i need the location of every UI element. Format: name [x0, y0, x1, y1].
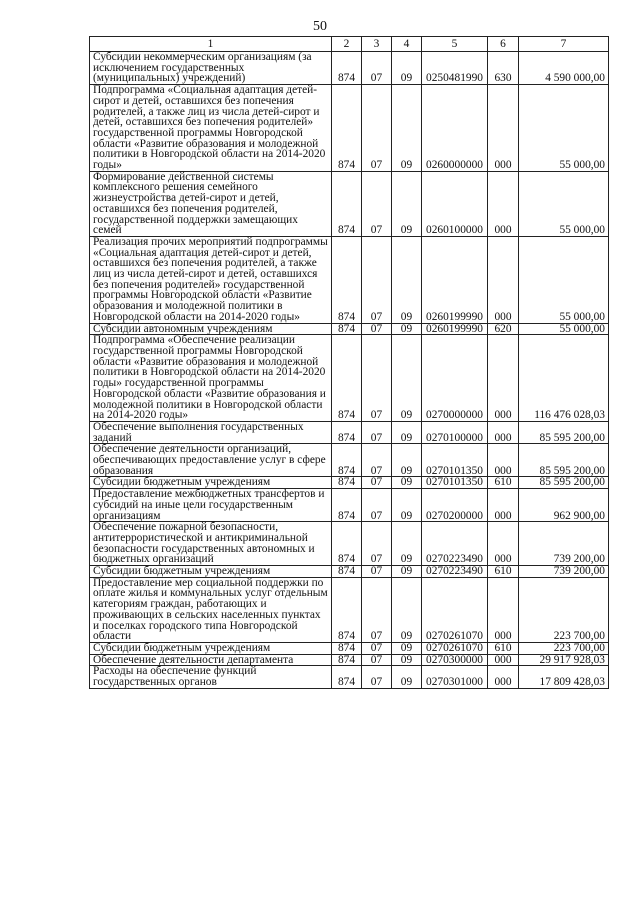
- row-code-expense: 000: [488, 421, 519, 443]
- row-code-target: 0270223490: [422, 566, 488, 578]
- row-name: Субсидии некоммерческим организациям (за исключением государственных (муниципальных) учреждений): [90, 52, 332, 85]
- row-code-expense: 610: [488, 566, 519, 578]
- row-code-subsection: 09: [392, 421, 422, 443]
- row-code-target: 0260100000: [422, 171, 488, 236]
- row-code-target: 0250481990: [422, 52, 488, 85]
- row-name: Субсидии бюджетным учреждениям: [90, 566, 332, 578]
- row-amount: 739 200,00: [519, 522, 609, 566]
- row-name: Обеспечение пожарной безопасности, антитеррористической и антикриминальной безопасности государственных автономных и бюджетных организаций: [90, 522, 332, 566]
- row-amount: 223 700,00: [519, 577, 609, 642]
- row-code-target: 0260199990: [422, 323, 488, 335]
- table-row: [90, 489, 609, 522]
- row-name: Формирование действенной системы комплексного решения семейного жизнеустройства детей-сирот и детей, оставшихся без попечения родителей, государственной поддержки замещающих семей: [90, 171, 332, 236]
- row-amount: 85 595 200,00: [519, 421, 609, 443]
- row-code-expense: 000: [488, 522, 519, 566]
- row-code-subsection: 09: [392, 236, 422, 323]
- row-code-section: 07: [362, 577, 392, 642]
- table-row: [90, 335, 609, 422]
- row-amount: 4 590 000,00: [519, 52, 609, 85]
- row-code-ministry: 874: [332, 666, 362, 688]
- col-header-3: 3: [362, 37, 392, 52]
- row-code-subsection: 09: [392, 85, 422, 172]
- table-row: [90, 477, 609, 489]
- row-code-ministry: 874: [332, 577, 362, 642]
- row-name: Подпрограмма «Социальная адаптация детей-сирот и детей, оставшихся без попечения родителей, а также лиц из числа детей-сирот и детей, оставшихся без попечения родителей» государственной программы Новгородской области «Развитие образования и молодежной политики в Новгородской области на 2014-2020 годы»: [90, 85, 332, 172]
- row-amount: 85 595 200,00: [519, 477, 609, 489]
- row-code-ministry: 874: [332, 171, 362, 236]
- row-name: Обеспечение деятельности департамента: [90, 654, 332, 666]
- col-header-2: 2: [332, 37, 362, 52]
- row-code-expense: 000: [488, 85, 519, 172]
- row-amount: 116 476 028,03: [519, 335, 609, 422]
- row-amount: 55 000,00: [519, 171, 609, 236]
- row-code-subsection: 09: [392, 577, 422, 642]
- row-code-subsection: 09: [392, 444, 422, 477]
- row-code-subsection: 09: [392, 323, 422, 335]
- row-code-subsection: 09: [392, 52, 422, 85]
- row-amount: 29 917 928,03: [519, 654, 609, 666]
- row-code-expense: 000: [488, 489, 519, 522]
- row-amount: 55 000,00: [519, 236, 609, 323]
- table-row: [90, 421, 609, 443]
- table-row: [90, 52, 609, 85]
- row-code-ministry: 874: [332, 654, 362, 666]
- row-code-subsection: 09: [392, 335, 422, 422]
- col-header-1: 1: [90, 37, 332, 52]
- row-code-section: 07: [362, 52, 392, 85]
- row-code-target: 0270261070: [422, 642, 488, 654]
- row-name: Субсидии бюджетным учреждениям: [90, 642, 332, 654]
- row-code-target: 0270261070: [422, 577, 488, 642]
- row-code-target: 0270101350: [422, 477, 488, 489]
- header-row: [90, 37, 609, 52]
- row-code-ministry: 874: [332, 477, 362, 489]
- table-row: [90, 577, 609, 642]
- row-code-subsection: 09: [392, 171, 422, 236]
- row-code-section: 07: [362, 666, 392, 688]
- row-name: Предоставление мер социальной поддержки по оплате жилья и коммунальных услуг отдельным категориям граждан, работающих и проживающих в сельских населенных пунктах и поселках городского типа Новгородской области: [90, 577, 332, 642]
- row-code-expense: 620: [488, 323, 519, 335]
- row-code-section: 07: [362, 335, 392, 422]
- row-code-ministry: 874: [332, 335, 362, 422]
- row-code-ministry: 874: [332, 236, 362, 323]
- table-row: [90, 85, 609, 172]
- row-name: Обеспечение деятельности организаций, обеспечивающих предоставление услуг в сфере образования: [90, 444, 332, 477]
- row-amount: 739 200,00: [519, 566, 609, 578]
- row-code-ministry: 874: [332, 323, 362, 335]
- row-code-target: 0260199990: [422, 236, 488, 323]
- table-row: [90, 171, 609, 236]
- row-amount: 223 700,00: [519, 642, 609, 654]
- row-code-expense: 000: [488, 577, 519, 642]
- row-code-target: 0260000000: [422, 85, 488, 172]
- row-name: Расходы на обеспечение функций государственных органов: [90, 666, 332, 688]
- table-row: [90, 642, 609, 654]
- table-row: [90, 236, 609, 323]
- table-row: [90, 666, 609, 688]
- row-code-section: 07: [362, 566, 392, 578]
- row-name: Субсидии бюджетным учреждениям: [90, 477, 332, 489]
- table-row: [90, 444, 609, 477]
- row-code-section: 07: [362, 642, 392, 654]
- row-code-target: 0270200000: [422, 489, 488, 522]
- row-amount: 55 000,00: [519, 85, 609, 172]
- row-code-target: 0270100000: [422, 421, 488, 443]
- row-code-expense: 000: [488, 171, 519, 236]
- row-code-target: 0270101350: [422, 444, 488, 477]
- table-row: [90, 522, 609, 566]
- row-code-expense: 610: [488, 477, 519, 489]
- row-code-ministry: 874: [332, 85, 362, 172]
- row-code-target: 0270301000: [422, 666, 488, 688]
- table-row: [90, 654, 609, 666]
- row-code-expense: 000: [488, 335, 519, 422]
- row-code-section: 07: [362, 236, 392, 323]
- row-code-ministry: 874: [332, 52, 362, 85]
- row-name: Обеспечение выполнения государственных заданий: [90, 421, 332, 443]
- row-amount: 85 595 200,00: [519, 444, 609, 477]
- table-row: [90, 566, 609, 578]
- row-code-section: 07: [362, 477, 392, 489]
- col-header-5: 5: [422, 37, 488, 52]
- col-header-4: 4: [392, 37, 422, 52]
- row-code-subsection: 09: [392, 654, 422, 666]
- row-code-subsection: 09: [392, 666, 422, 688]
- row-amount: 55 000,00: [519, 323, 609, 335]
- col-header-7: 7: [519, 37, 609, 52]
- row-code-section: 07: [362, 171, 392, 236]
- row-code-subsection: 09: [392, 642, 422, 654]
- row-code-target: 0270223490: [422, 522, 488, 566]
- row-code-target: 0270300000: [422, 654, 488, 666]
- row-amount: 962 900,00: [519, 489, 609, 522]
- row-name: Подпрограмма «Обеспечение реализации государственной программы Новгородской области «Развитие образования и молодежной политики в Новгородской области на 2014-2020 годы» государственной программы Новгородской области «Развитие образования и молодежной политики в Новгородской области на 2014-2020 годы»: [90, 335, 332, 422]
- row-code-ministry: 874: [332, 489, 362, 522]
- row-name: Предоставление межбюджетных трансфертов и субсидий на иные цели государственным организациям: [90, 489, 332, 522]
- row-code-expense: 000: [488, 236, 519, 323]
- row-code-ministry: 874: [332, 566, 362, 578]
- row-code-expense: 000: [488, 666, 519, 688]
- row-code-section: 07: [362, 654, 392, 666]
- row-code-subsection: 09: [392, 566, 422, 578]
- page-number: 50: [313, 19, 327, 34]
- row-name: Реализация прочих мероприятий подпрограммы «Социальная адаптация детей-сирот и детей, оставшихся без попечения родителей, а также лиц из числа детей-сирот и детей, оставшихся без попечения родителей» государственной программы Новгородской области «Развитие образования и молодежной политики в Новгородской области на 2014-2020 годы»: [90, 236, 332, 323]
- row-code-expense: 000: [488, 444, 519, 477]
- row-code-section: 07: [362, 444, 392, 477]
- row-code-section: 07: [362, 489, 392, 522]
- row-code-subsection: 09: [392, 477, 422, 489]
- col-header-6: 6: [488, 37, 519, 52]
- row-code-ministry: 874: [332, 444, 362, 477]
- budget-table: [89, 36, 609, 689]
- row-code-ministry: 874: [332, 642, 362, 654]
- row-code-expense: 000: [488, 654, 519, 666]
- row-code-subsection: 09: [392, 522, 422, 566]
- row-code-section: 07: [362, 421, 392, 443]
- row-code-ministry: 874: [332, 522, 362, 566]
- table-row: [90, 323, 609, 335]
- row-name: Субсидии автономным учреждениям: [90, 323, 332, 335]
- row-code-subsection: 09: [392, 489, 422, 522]
- row-code-ministry: 874: [332, 421, 362, 443]
- row-code-section: 07: [362, 323, 392, 335]
- row-amount: 17 809 428,03: [519, 666, 609, 688]
- row-code-expense: 630: [488, 52, 519, 85]
- row-code-section: 07: [362, 522, 392, 566]
- row-code-section: 07: [362, 85, 392, 172]
- row-code-expense: 610: [488, 642, 519, 654]
- row-code-target: 0270000000: [422, 335, 488, 422]
